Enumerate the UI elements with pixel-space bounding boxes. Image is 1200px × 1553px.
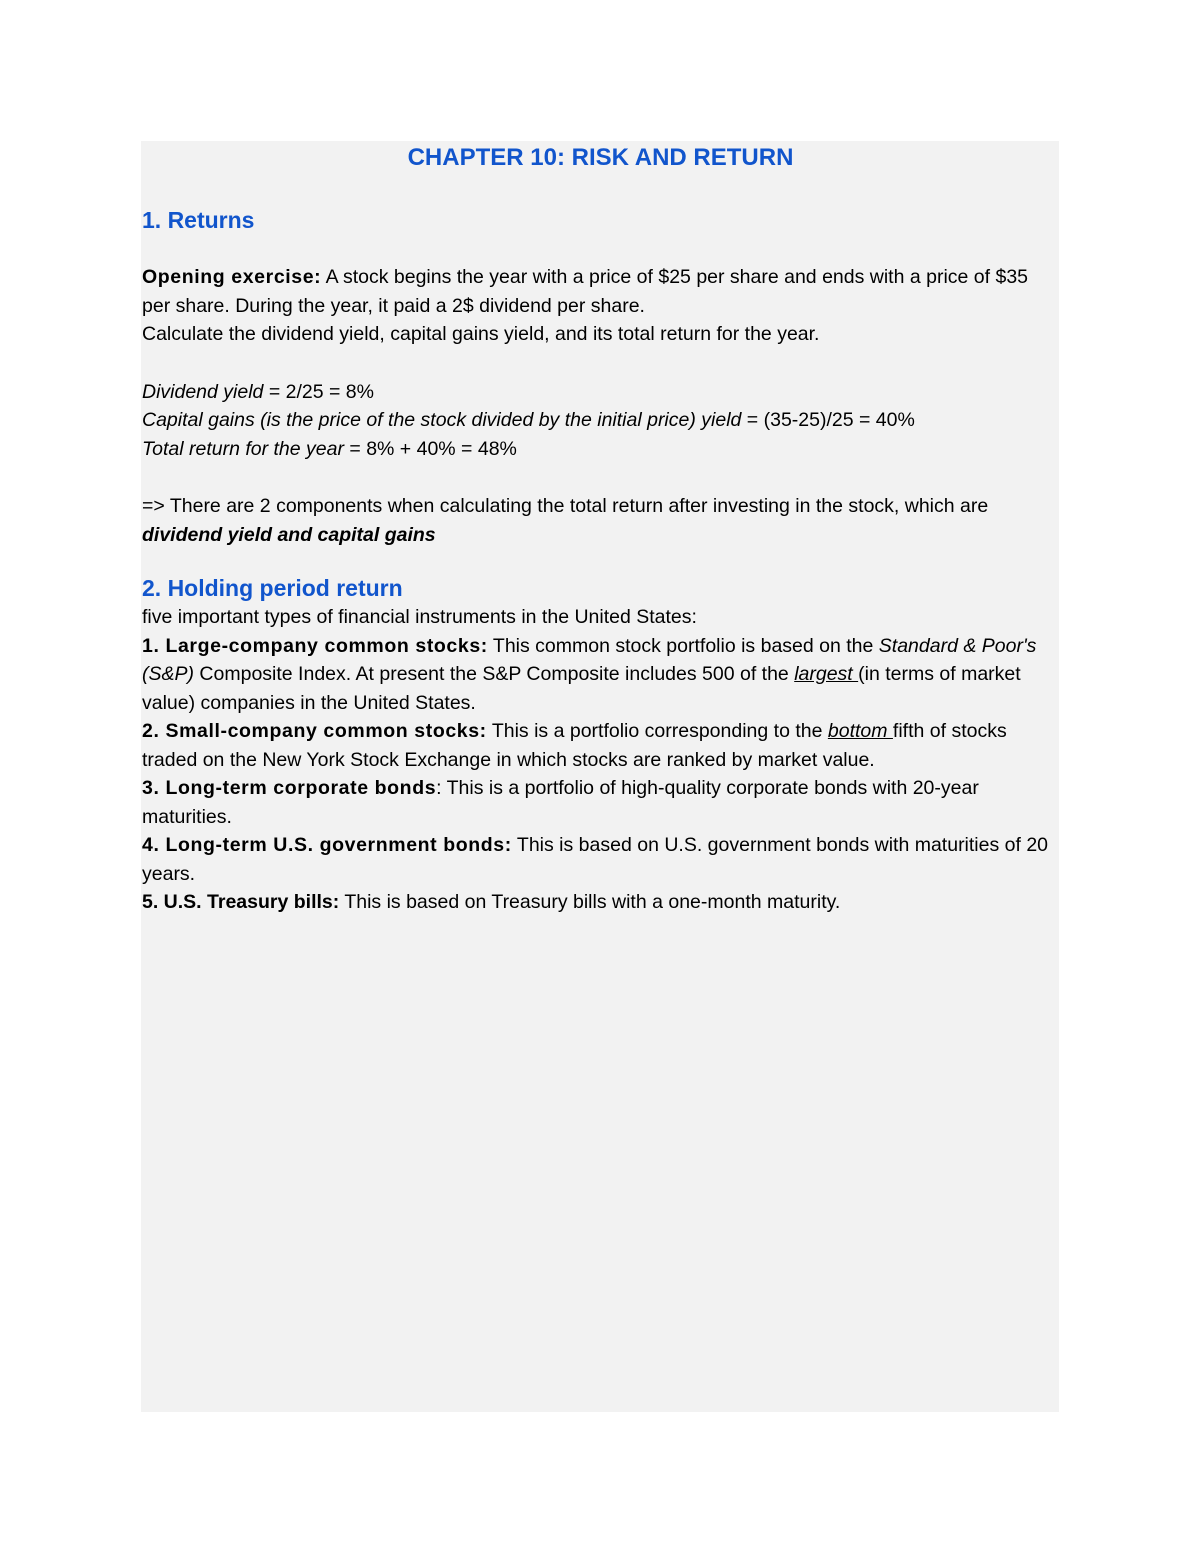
- list-item-text: fifth of stocks traded on the New York Stock Exchange in which stocks are ranked by market value.: [142, 720, 1007, 771]
- dividend-yield-label: Dividend yield: [142, 380, 264, 403]
- list-item-label: 3. Long-term corporate bonds: [142, 777, 437, 799]
- list-item-text: : This is a portfolio of high-quality corporate bonds with 20-year maturities.: [142, 777, 979, 828]
- section-heading-holding-period: 2. Holding period return: [142, 575, 403, 601]
- total-return-label: Total return for the year: [142, 437, 344, 460]
- content-area: [141, 141, 1059, 1412]
- capital-gains-label: Capital gains (is the price of the stock divided by the initial price) yield: [142, 409, 742, 431]
- list-item-text: This is based on U.S. government bonds with maturities of 20 years.: [142, 834, 1049, 885]
- list-item-label: 5. U.S. Treasury bills:: [142, 891, 340, 913]
- section-heading-returns: 1. Returns: [142, 207, 255, 233]
- opening-exercise-paragraph: [142, 263, 1059, 320]
- capital-gains-value: = (35-25)/25 = 40%: [741, 409, 915, 431]
- list-item-text: Composite Index. At present the S&P Composite includes 500 of the: [194, 663, 795, 685]
- total-return-value: = 8% + 40% = 48%: [343, 437, 517, 460]
- list-item-text: This is a portfolio corresponding to the: [486, 720, 828, 742]
- list-item-label: 1. Large-company common stocks:: [142, 634, 488, 657]
- conclusion-text: => There are 2 components when calculating the total return after investing in the stock, which are: [142, 495, 989, 517]
- list-item-government-bonds: [142, 831, 1059, 888]
- emphasis-bottom: bottom: [827, 720, 893, 742]
- conclusion-emphasis: dividend yield and capital gains: [142, 523, 436, 546]
- list-item-text: This is based on Treasury bills with a one-month maturity.: [339, 891, 841, 913]
- emphasis-largest: largest: [794, 663, 859, 685]
- total-return-line: [142, 435, 1059, 464]
- opening-exercise-text: A stock begins the year with a price of $25 per share and ends with a price of $35 per share. During the year, it paid a 2$ dividend per share.: [142, 266, 1029, 317]
- opening-exercise-label: Opening exercise:: [142, 266, 322, 288]
- list-item-label: 2. Small-company common stocks:: [142, 720, 487, 742]
- capital-gains-line: [142, 406, 1059, 435]
- conclusion-paragraph: [142, 492, 1059, 549]
- dividend-yield-line: [142, 378, 1059, 407]
- list-item-label: 4. Long-term U.S. government bonds:: [142, 834, 512, 856]
- calculate-instruction: Calculate the dividend yield, capital gains yield, and its total return for the year.: [142, 323, 820, 345]
- list-item-large-company: [142, 632, 1059, 718]
- list-item-treasury-bills: [142, 888, 1059, 917]
- list-item-text: (in terms of market value) companies in the United States.: [142, 663, 1021, 714]
- dividend-yield-value: = 2/25 = 8%: [263, 380, 374, 403]
- instruments-intro: five important types of financial instruments in the United States:: [142, 606, 697, 628]
- list-item-small-company: [142, 717, 1059, 774]
- list-item-corporate-bonds: [142, 774, 1059, 831]
- page-title: CHAPTER 10: RISK AND RETURN: [407, 144, 794, 171]
- sp-index-name: Standard & Poor's (S&P): [142, 634, 1037, 685]
- list-item-text: This common stock portfolio is based on the: [487, 634, 879, 657]
